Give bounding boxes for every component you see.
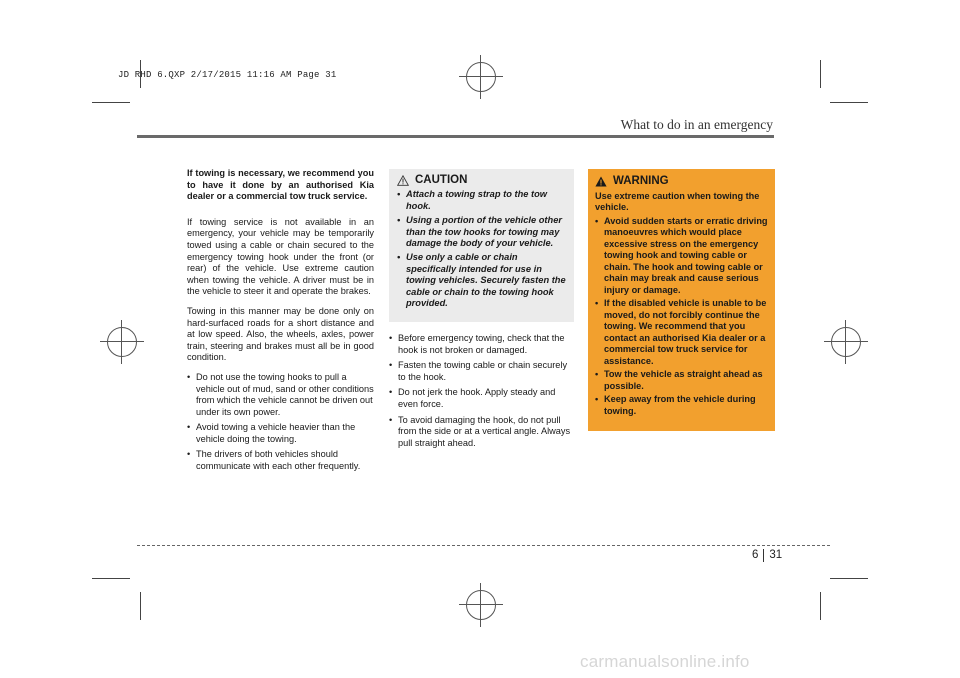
body-paragraph: Towing in this manner may be done only on hard-surfaced roads for a short distance and at low speed. Also, the wheels, axles, power train, steering and brakes must all be in good condition. xyxy=(187,305,374,363)
warning-title: WARNING xyxy=(613,175,669,187)
warning-list xyxy=(595,216,769,418)
chapter-number: 6 xyxy=(752,549,759,561)
list-item: • If the disabled vehicle is unable to be moved, do not forcibly continue the towing. We recommend that you contact an authorised Kia dealer or a commercial tow truck service for assistance. xyxy=(595,298,769,367)
list-item: • Fasten the towing cable or chain securely to the hook. xyxy=(389,360,574,383)
list-item: • Keep away from the vehicle during towing. xyxy=(595,394,769,417)
page-number-divider xyxy=(763,549,764,562)
warning-box xyxy=(588,169,775,431)
bullet-list xyxy=(389,333,574,449)
section-title: What to do in an emergency xyxy=(620,117,773,132)
list-item: • Use only a cable or chain specifically intended for use in towing vehicles. Securely fasten the cable or chain to the towing hook provided. xyxy=(397,252,569,309)
watermark: carmanualsonline.info xyxy=(580,652,750,671)
body-paragraph: If towing service is not available in an emergency, your vehicle may be temporarily towed using a cable or chain secured to the emergency towing hook under the front (or rear) of the vehicle. Use extreme caution when towing the vehicle. A driver must be in the vehicle to steer it and operate the brakes. xyxy=(187,216,374,297)
registration-mark-bottom xyxy=(466,590,496,620)
crop-mark xyxy=(140,592,141,620)
crop-mark xyxy=(830,102,868,103)
middle-column xyxy=(389,333,574,453)
caution-title: CAUTION xyxy=(415,174,468,186)
crop-mark xyxy=(820,60,821,88)
page-number-value: 31 xyxy=(769,549,783,561)
list-item: • Avoid towing a vehicle heavier than the vehicle doing the towing. xyxy=(187,422,374,445)
footer-rule xyxy=(137,545,830,546)
caution-box xyxy=(389,169,574,322)
list-item: • Using a portion of the vehicle other than the tow hooks for towing may damage the body of your vehicle. xyxy=(397,215,569,249)
crop-mark xyxy=(92,102,130,103)
crop-mark xyxy=(92,578,130,579)
list-item: • Avoid sudden starts or erratic driving manoeuvres which would place excessive stress on the emergency towing hook and towing cable or chain. The hook and towing cable or chain may break and cause serious injury or damage. xyxy=(595,216,769,297)
left-column xyxy=(187,168,374,477)
print-slug: JD RHD 6.QXP 2/17/2015 11:16 AM Page 31 xyxy=(118,70,337,80)
warning-triangle-icon xyxy=(595,176,607,187)
bullet-list xyxy=(187,372,374,473)
caution-list xyxy=(397,189,569,309)
intro-paragraph: If towing is necessary, we recommend you to have it done by an authorised Kia dealer or a commercial tow truck service. xyxy=(187,168,374,202)
list-item: • Before emergency towing, check that the hook is not broken or damaged. xyxy=(389,333,574,356)
page-number xyxy=(752,549,782,562)
list-item: • Do not jerk the hook. Apply steady and even force. xyxy=(389,387,574,410)
registration-mark-right xyxy=(831,327,861,357)
crop-mark xyxy=(830,578,868,579)
list-item: • The drivers of both vehicles should communicate with each other frequently. xyxy=(187,449,374,472)
crop-mark xyxy=(820,592,821,620)
caution-triangle-icon xyxy=(397,175,409,186)
list-item: • Do not use the towing hooks to pull a vehicle out of mud, sand or other conditions from which the vehicle cannot be driven out under its own power. xyxy=(187,372,374,418)
list-item: • Attach a towing strap to the tow hook. xyxy=(397,189,569,212)
registration-mark-left xyxy=(107,327,137,357)
list-item: • To avoid damaging the hook, do not pull from the side or at a vertical angle. Always pull straight ahead. xyxy=(389,415,574,450)
list-item: • Tow the vehicle as straight ahead as possible. xyxy=(595,369,769,392)
header-rule xyxy=(137,135,774,138)
caution-heading xyxy=(397,175,569,186)
warning-heading xyxy=(595,176,769,188)
registration-mark-top xyxy=(466,62,496,92)
warning-intro: Use extreme caution when towing the vehicle. xyxy=(595,190,760,212)
